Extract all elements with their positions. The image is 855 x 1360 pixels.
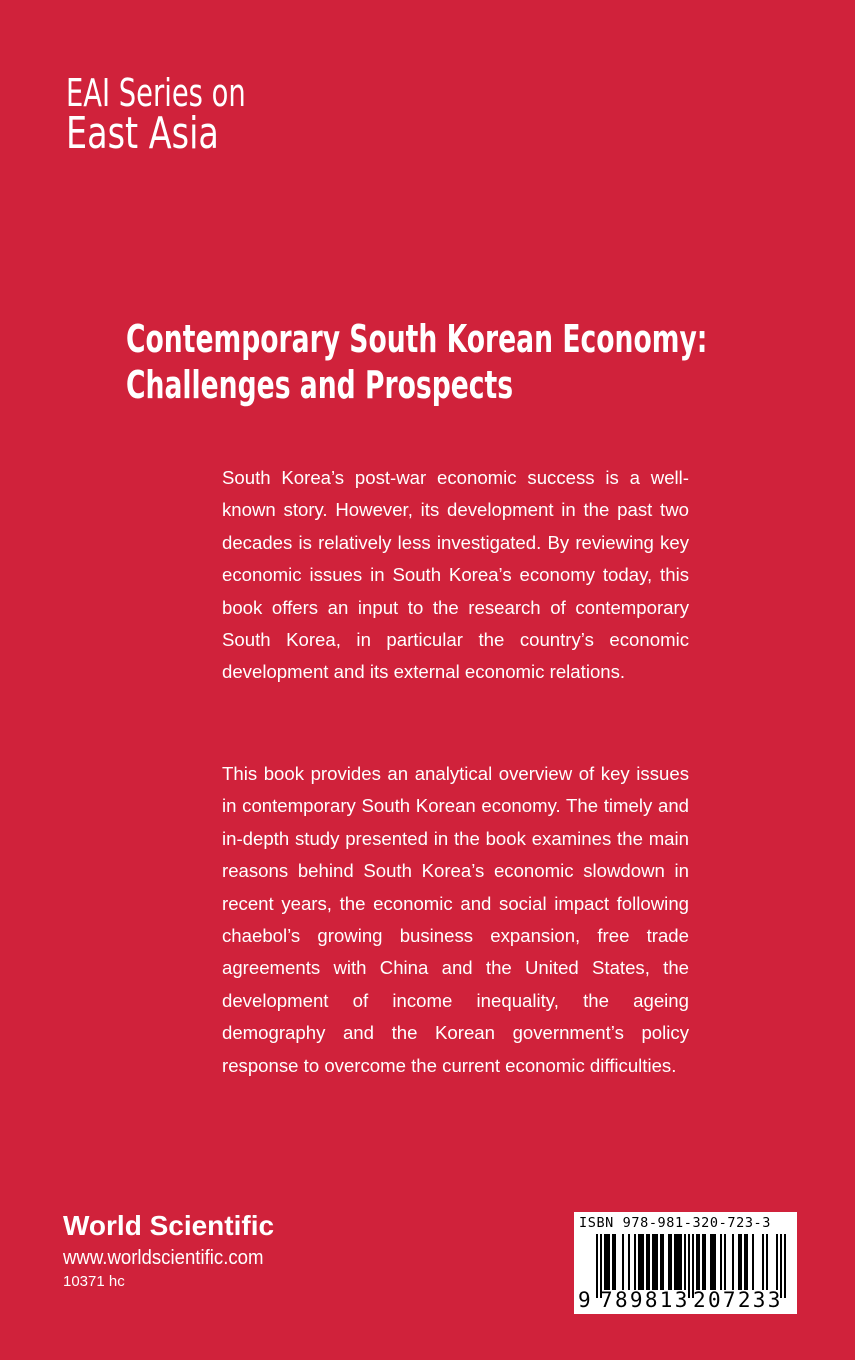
barcode-bar	[776, 1234, 778, 1290]
barcode-bar	[646, 1234, 648, 1290]
barcode-bar	[738, 1234, 740, 1290]
barcode-bar	[622, 1234, 624, 1290]
barcode-bar	[710, 1234, 712, 1290]
barcode-bar	[638, 1234, 640, 1290]
barcode-bar	[702, 1234, 704, 1290]
barcode-bar	[606, 1234, 608, 1290]
barcode-bar	[604, 1234, 606, 1290]
barcode-left-group: 789813	[600, 1288, 690, 1312]
barcode-bar	[614, 1234, 616, 1290]
barcode-bar	[654, 1234, 656, 1290]
barcode-bar	[732, 1234, 734, 1290]
blurb-paragraph-1: South Korea’s post-war economic success is a well-known story. However, its development in the past two decades is relatively less investigated. By reviewing key economic issues in South Korea’s economy today, this book offers an input to the research of contemporary South Korea, in particular the country’s economic development and its external economic relations.	[222, 467, 689, 683]
barcode-bar	[744, 1234, 746, 1290]
barcode-bar	[704, 1234, 706, 1290]
publisher-code: 10371 hc	[63, 1273, 125, 1290]
barcode-bar	[680, 1234, 682, 1290]
barcode-bar	[670, 1234, 672, 1290]
barcode-bar	[660, 1234, 662, 1290]
barcode-bar	[608, 1234, 610, 1290]
publisher-name: World Scientific	[63, 1210, 275, 1241]
book-title-line-2: Challenges and Prospects	[126, 363, 514, 407]
barcode-bar	[652, 1234, 654, 1290]
series-name	[66, 71, 316, 159]
barcode-bar	[640, 1234, 642, 1290]
barcode-bar	[634, 1234, 636, 1290]
barcode-bar	[612, 1234, 614, 1290]
barcode-bar	[668, 1234, 670, 1290]
barcode-right-group: 207233	[693, 1288, 783, 1312]
blurb-paragraph-2: This book provides an analytical overview of key issues in contemporary South Korean economy. The timely and in-depth study presented in the book examines the main reasons behind South Korea’s economic slowdown in recent years, the economic and social impact following chaebol’s growing business expansion, free trade agreements with China and the United States, the development of income inequality, the ageing demography and the Korean government’s policy response to overcome the current economic difficulties.	[222, 763, 689, 1076]
book-title-line-1: Contemporary South Korean Economy:	[126, 317, 708, 361]
barcode-guard-bar	[784, 1234, 786, 1298]
barcode-bar	[696, 1234, 698, 1290]
series-line-1: EAI Series on	[66, 71, 246, 115]
isbn-label: ISBN 978-981-320-723-3	[579, 1215, 772, 1231]
barcode-bar	[714, 1234, 716, 1290]
book-title	[126, 316, 826, 408]
barcode-bar	[698, 1234, 700, 1290]
series-line-2: East Asia	[66, 108, 219, 159]
barcode-bar	[662, 1234, 664, 1290]
barcode-bar	[746, 1234, 748, 1290]
barcode-bar	[648, 1234, 650, 1290]
barcode-bar	[684, 1234, 686, 1290]
barcode-bar	[762, 1234, 764, 1290]
barcode-bar	[740, 1234, 742, 1290]
barcode-bar	[720, 1234, 722, 1290]
publisher-url: www.worldscientific.com	[63, 1247, 264, 1269]
barcode-bar	[674, 1234, 676, 1290]
barcode-bar	[678, 1234, 680, 1290]
barcode-bar	[752, 1234, 754, 1290]
barcode-bar	[724, 1234, 726, 1290]
barcode-guard-bar	[596, 1234, 598, 1298]
barcode-bar	[676, 1234, 678, 1290]
barcode-bar	[766, 1234, 768, 1290]
barcode-first-digit: 9	[578, 1288, 591, 1312]
publisher-block	[63, 1212, 279, 1289]
isbn-barcode	[574, 1212, 797, 1314]
barcode-bar	[712, 1234, 714, 1290]
barcode-bar	[628, 1234, 630, 1290]
barcode-bar	[642, 1234, 644, 1290]
barcode-bar	[656, 1234, 658, 1290]
